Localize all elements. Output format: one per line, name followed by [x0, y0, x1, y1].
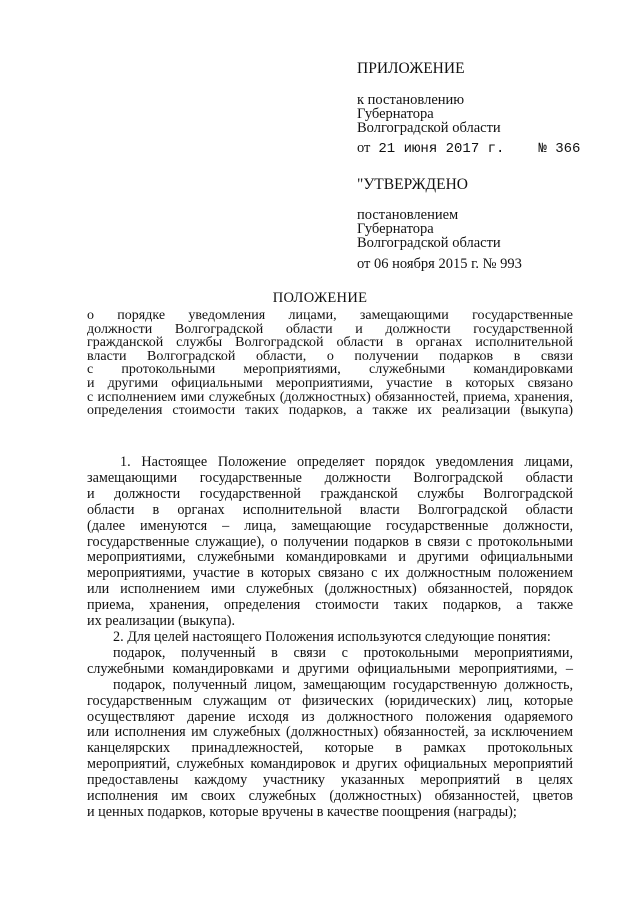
- document-title: ПОЛОЖЕНИЕ: [272, 290, 368, 306]
- approved-title: "УТВЕРЖДЕНО: [357, 176, 468, 193]
- body-line: или исполнением ими служебных (должностных) обязанностей, порядок: [87, 581, 573, 598]
- appendix-line: Губернатора: [357, 106, 434, 122]
- body-line: и должности государственной гражданской службы Волгоградской: [87, 485, 573, 502]
- body-line: мероприятиями, участие в которых связано с их должностным положением: [87, 565, 573, 582]
- body-line: подарок, полученный лицом, замещающим государственную должность,: [113, 676, 573, 693]
- body-line: замещающими государственные должности Волгоградской области: [87, 469, 573, 486]
- subject-line: с протокольными мероприятиями, служебными командировками: [87, 362, 573, 378]
- subject-line: и другими официальными мероприятиями, участие в которых связано: [87, 375, 573, 391]
- appendix-header: [357, 62, 465, 76]
- body-line: государственным служащим от физических (юридических) лиц, которые: [87, 692, 573, 709]
- document-body: [87, 455, 573, 821]
- subject-line: власти Волгоградской области, о получении подарков в связи: [87, 348, 573, 364]
- body-line: предоставлены каждому участнику указанных мероприятий в целях: [87, 772, 573, 789]
- approved-line: Губернатора: [357, 221, 434, 237]
- approved-line: Волгоградской области: [357, 235, 501, 251]
- appendix-line: к постановлению: [357, 92, 465, 108]
- body-line: области в органах исполнительной власти Волгоградской области: [87, 501, 573, 518]
- body-line: мероприятий, служебных командировок и других официальных мероприятий: [87, 756, 573, 773]
- decree-date: 21 июня 2017 г.: [378, 141, 505, 157]
- body-line: осуществляют дарение исходя из должностного положения одаряемого: [87, 708, 573, 725]
- body-line: (далее именуются – лица, замещающие государственные должности,: [87, 517, 573, 534]
- approved-date: [357, 257, 522, 271]
- appendix-title: ПРИЛОЖЕНИЕ: [357, 60, 465, 77]
- decree-from-label: от: [357, 140, 371, 156]
- approved-line: постановлением: [357, 207, 459, 223]
- body-line: их реализации (выкупа).: [87, 613, 236, 630]
- body-line: канцелярских принадлежностей, которые в рамках протокольных: [87, 740, 573, 757]
- approved-reference: [357, 208, 501, 250]
- body-line: служебными командировками и другими официальными мероприятиями, –: [87, 660, 573, 677]
- body-line: 1. Настоящее Положение определяет порядок уведомления лицами,: [120, 454, 573, 470]
- approved-header: [357, 178, 468, 192]
- appendix-line: Волгоградской области: [357, 120, 501, 136]
- subject-line: определения стоимости таких подарков, а также их реализации (выкупа): [87, 403, 573, 419]
- body-line: исполнения им своих служебных (должностных) обязанностей, цветов: [87, 788, 573, 805]
- subject-line: должности Волгоградской области и должности государственной: [87, 321, 573, 337]
- body-line: подарок, полученный в связи с протокольными мероприятиями,: [113, 644, 573, 661]
- subject-line: с исполнением ими служебных (должностных) обязанностей, приема, хранения,: [87, 389, 573, 405]
- subject-line: гражданской службы Волгоградской области в органах исполнительной: [87, 335, 573, 351]
- body-line: 2. Для целей настоящего Положения используются следующие понятия:: [113, 628, 551, 645]
- subject-line: о порядке уведомления лицами, замещающими государственные: [87, 308, 573, 323]
- decree-date-row: [357, 141, 580, 156]
- body-line: и ценных подарков, которые вручены в качестве поощрения (награды);: [87, 803, 517, 820]
- decree-number: № 366: [538, 141, 581, 157]
- approved-date-text: от 06 ноября 2015 г. № 993: [357, 256, 522, 272]
- body-line: приема, хранения, определения стоимости таких подарков, а также: [87, 597, 573, 614]
- document-subject: [87, 309, 573, 418]
- body-line: или исполнения им служебных (должностных) обязанностей, за исключением: [87, 724, 573, 741]
- body-line: мероприятиями, служебными командировками и другими официальными: [87, 549, 573, 566]
- appendix-reference: [357, 93, 501, 135]
- body-line: государственные служащие), о получении подарков в связи с протокольными: [87, 533, 573, 550]
